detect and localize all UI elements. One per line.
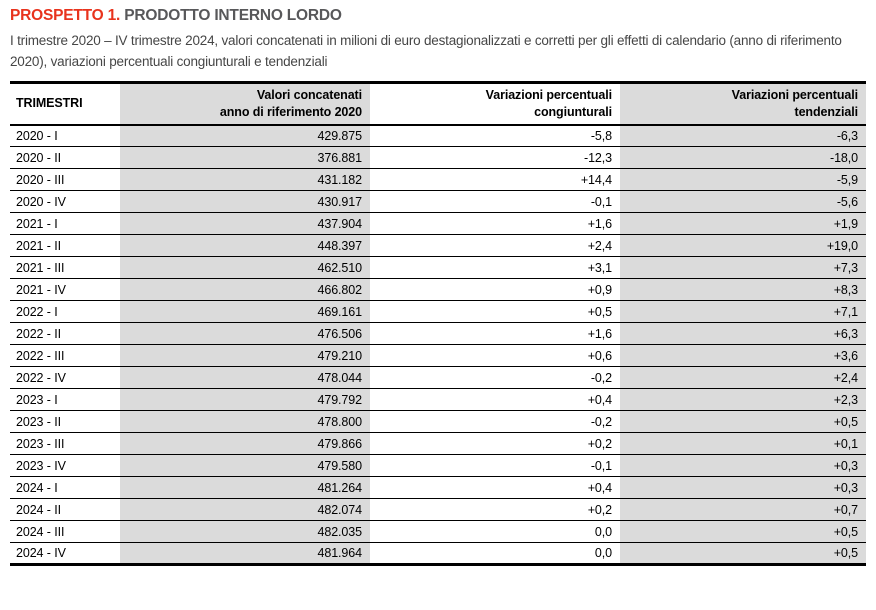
chained-value-cell: 429.875 <box>120 125 370 147</box>
table-header-row <box>10 83 866 125</box>
table-subtitle: I trimestre 2020 – IV trimestre 2024, valori concatenati in milioni di euro destagionalizzati e corretti per gli effetti di calendario (anno di riferimento 2020), variazioni percentuali congiunturali e tendenziali <box>10 33 842 69</box>
tendenziale-pct-cell: +8,3 <box>620 279 866 301</box>
table-row <box>10 257 866 279</box>
quarter-cell: 2024 - IV <box>10 543 120 565</box>
chained-value-cell: 437.904 <box>120 213 370 235</box>
col-header-variazioni-congiunturali <box>370 83 620 125</box>
quarter-cell: 2022 - III <box>10 345 120 367</box>
quarter-cell: 2024 - I <box>10 477 120 499</box>
quarter-cell: 2022 - II <box>10 323 120 345</box>
tendenziale-pct-cell: +3,6 <box>620 345 866 367</box>
quarter-cell: 2023 - IV <box>10 455 120 477</box>
chained-value-cell: 376.881 <box>120 147 370 169</box>
table-row <box>10 213 866 235</box>
tendenziale-pct-cell: +6,3 <box>620 323 866 345</box>
col-header-trimestri <box>10 83 120 125</box>
table-row <box>10 367 866 389</box>
quarter-cell: 2020 - III <box>10 169 120 191</box>
chained-value-cell: 482.035 <box>120 521 370 543</box>
chained-value-cell: 462.510 <box>120 257 370 279</box>
chained-value-cell: 481.964 <box>120 543 370 565</box>
quarter-cell: 2020 - I <box>10 125 120 147</box>
congiunturale-pct-cell: +0,4 <box>370 389 620 411</box>
table-row <box>10 499 866 521</box>
tendenziale-pct-cell: -5,9 <box>620 169 866 191</box>
congiunturale-pct-cell: -0,2 <box>370 367 620 389</box>
tendenziale-pct-cell: +0,5 <box>620 521 866 543</box>
chained-value-cell: 448.397 <box>120 235 370 257</box>
quarter-cell: 2020 - II <box>10 147 120 169</box>
col-header-valori-concatenati <box>120 83 370 125</box>
header-line: Valori concatenati <box>256 87 362 102</box>
tendenziale-pct-cell: +1,9 <box>620 213 866 235</box>
page-title <box>10 7 866 25</box>
tendenziale-pct-cell: +0,3 <box>620 455 866 477</box>
congiunturale-pct-cell: +0,2 <box>370 433 620 455</box>
congiunturale-pct-cell: +0,4 <box>370 477 620 499</box>
congiunturale-pct-cell: -5,8 <box>370 125 620 147</box>
chained-value-cell: 478.800 <box>120 411 370 433</box>
table-row <box>10 125 866 147</box>
quarter-cell: 2023 - III <box>10 433 120 455</box>
tendenziale-pct-cell: +0,7 <box>620 499 866 521</box>
quarter-cell: 2023 - II <box>10 411 120 433</box>
congiunturale-pct-cell: -0,1 <box>370 455 620 477</box>
header-line: Variazioni percentuali <box>485 87 612 102</box>
table-row <box>10 433 866 455</box>
congiunturale-pct-cell: -0,2 <box>370 411 620 433</box>
table-row <box>10 279 866 301</box>
quarter-cell: 2020 - IV <box>10 191 120 213</box>
table-row <box>10 543 866 565</box>
chained-value-cell: 476.506 <box>120 323 370 345</box>
congiunturale-pct-cell: +2,4 <box>370 235 620 257</box>
chained-value-cell: 479.866 <box>120 433 370 455</box>
chained-value-cell: 466.802 <box>120 279 370 301</box>
table-row <box>10 323 866 345</box>
congiunturale-pct-cell: +1,6 <box>370 323 620 345</box>
tendenziale-pct-cell: -5,6 <box>620 191 866 213</box>
chained-value-cell: 430.917 <box>120 191 370 213</box>
header-line: Variazioni percentuali <box>731 87 858 102</box>
congiunturale-pct-cell: +14,4 <box>370 169 620 191</box>
chained-value-cell: 481.264 <box>120 477 370 499</box>
header-subline: congiunturali <box>534 104 612 119</box>
table-row <box>10 147 866 169</box>
tendenziale-pct-cell: -18,0 <box>620 147 866 169</box>
table-row <box>10 191 866 213</box>
tendenziale-pct-cell: +0,3 <box>620 477 866 499</box>
table-row <box>10 411 866 433</box>
col-header-variazioni-tendenziali <box>620 83 866 125</box>
quarter-cell: 2021 - II <box>10 235 120 257</box>
quarter-cell: 2021 - III <box>10 257 120 279</box>
title-text: PRODOTTO INTERNO LORDO <box>124 7 342 24</box>
congiunturale-pct-cell: 0,0 <box>370 521 620 543</box>
congiunturale-pct-cell: 0,0 <box>370 543 620 565</box>
quarter-cell: 2021 - IV <box>10 279 120 301</box>
table-row <box>10 169 866 191</box>
chained-value-cell: 479.210 <box>120 345 370 367</box>
congiunturale-pct-cell: +0,9 <box>370 279 620 301</box>
congiunturale-pct-cell: -0,1 <box>370 191 620 213</box>
quarter-cell: 2024 - III <box>10 521 120 543</box>
table-row <box>10 455 866 477</box>
tendenziale-pct-cell: +2,4 <box>620 367 866 389</box>
header-line: TRIMESTRI <box>16 96 83 111</box>
quarter-cell: 2021 - I <box>10 213 120 235</box>
tendenziale-pct-cell: -6,3 <box>620 125 866 147</box>
chained-value-cell: 469.161 <box>120 301 370 323</box>
tendenziale-pct-cell: +2,3 <box>620 389 866 411</box>
chained-value-cell: 482.074 <box>120 499 370 521</box>
chained-value-cell: 478.044 <box>120 367 370 389</box>
chained-value-cell: 479.580 <box>120 455 370 477</box>
table-row <box>10 345 866 367</box>
chained-value-cell: 479.792 <box>120 389 370 411</box>
header-subline: anno di riferimento 2020 <box>219 104 362 119</box>
tendenziale-pct-cell: +0,1 <box>620 433 866 455</box>
quarter-cell: 2022 - IV <box>10 367 120 389</box>
tendenziale-pct-cell: +0,5 <box>620 543 866 565</box>
chained-value-cell: 431.182 <box>120 169 370 191</box>
table-row <box>10 477 866 499</box>
congiunturale-pct-cell: +0,2 <box>370 499 620 521</box>
congiunturale-pct-cell: +0,6 <box>370 345 620 367</box>
quarter-cell: 2022 - I <box>10 301 120 323</box>
table-row <box>10 235 866 257</box>
tendenziale-pct-cell: +19,0 <box>620 235 866 257</box>
congiunturale-pct-cell: +3,1 <box>370 257 620 279</box>
tendenziale-pct-cell: +7,3 <box>620 257 866 279</box>
tendenziale-pct-cell: +0,5 <box>620 411 866 433</box>
table-row <box>10 389 866 411</box>
table-row <box>10 521 866 543</box>
congiunturale-pct-cell: +1,6 <box>370 213 620 235</box>
quarter-cell: 2024 - II <box>10 499 120 521</box>
header-subline: tendenziali <box>794 104 858 119</box>
table-row <box>10 301 866 323</box>
tendenziale-pct-cell: +7,1 <box>620 301 866 323</box>
congiunturale-pct-cell: +0,5 <box>370 301 620 323</box>
prospetto-number-label: PROSPETTO 1. <box>10 7 121 24</box>
gdp-quarterly-table <box>10 81 866 566</box>
congiunturale-pct-cell: -12,3 <box>370 147 620 169</box>
quarter-cell: 2023 - I <box>10 389 120 411</box>
